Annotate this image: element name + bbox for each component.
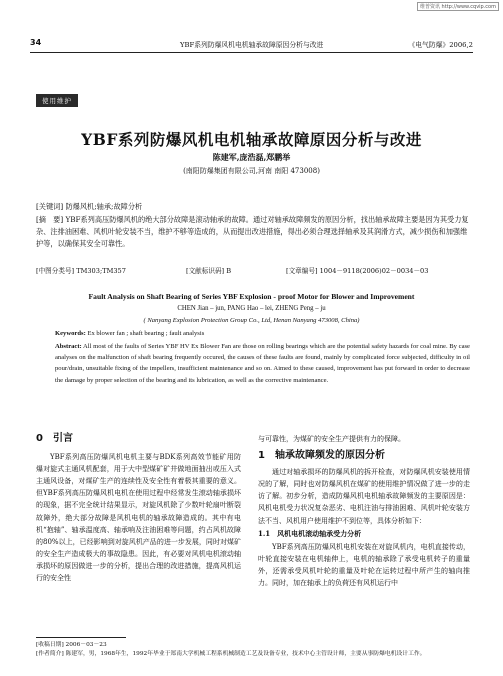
introduction-paragraph: YBF系列高压防爆风机电机主要与BDK系列高效节能矿用防爆对旋式主通风机配套，用于大中型煤矿矿井做地面抽出或压入式主通风设备，对煤矿生产的连续性及安全性有着极其重要的意义。但YBF系列高压防爆风机电机在使用过程中经常发生滚动轴承损坏的现象，据不完全统计结果显示，对旋风机除了少数叶轮扇叶断裂故障外，绝大部分故障是风机电机的轴承故障造成的。其中有电机“抱轴”、轴承温度高、轴承响及注油困难等问题，约占风机故障的80%以上，已经影响到对旋风机产品的进一步发展，同时对煤矿的安全生产造成极大的事故隐患。因此，有必要对风机电机滚动轴承损坏的原因做进一步的分析，提出合理的改进措施，提高风机运行的安全性 (36, 453, 241, 583)
received-date: [收稿日期] 2006－03－23 (36, 642, 107, 648)
header-rule (30, 52, 473, 53)
document-code: [文献标识码] B (186, 267, 232, 275)
footnote-rule (36, 637, 126, 638)
clc-number: [中图分类号] TM303;TM357 (36, 267, 126, 275)
carry-over-text: 与可靠性，为煤矿的安全生产提供有力的保障。 (258, 435, 405, 443)
section-introduction-heading: 0 引言 (36, 433, 73, 444)
left-column (36, 433, 241, 584)
subsection-1-1-heading: 1.1 风机电机滚动轴承受力分析 (258, 528, 362, 538)
column-badge: 使用维护 (36, 94, 78, 107)
keywords-cn-text: 防爆风机;轴承;故障分析 (65, 202, 143, 211)
english-abstract-text: All most of the faults of Series YBF HV Ex Blower Fan are those on rolling bearings which are the potential safety hazards for coal mine. By case analyses on the malfunction of shaft bearing frequently occured, the causes of these faults are found, mainly by complicated force subjected, difficulty in oil pour/drain, unsuitable fixing of the impellers, insufficient maintenance and so on. Aimed to these caused, improvement has put forward in order to decrease the damage by proper selection of the bearing and its lubrication, as well as the corrective maintenance. (55, 343, 470, 384)
section-1-paragraph: 通过对轴承损坏的防爆风机的拆开检查，对防爆风机安装使用情况的了解，同时也对防爆风机在煤矿的使用维护情况做了进一步的走访了解。初步分析，造成防爆风机电机轴承故障频发的主要原因是：风机电机受力状况复杂恶劣、电机注油与排油困难、风机叶轮安装方法不当、风机用户使用维护不到位等，具体分析如下： (258, 468, 470, 525)
affiliation: (南阳防爆集团有限公司,河南 南阳 473008) (183, 167, 320, 175)
article-number: [文章编号] 1004－9118(2006)02－0034－03 (286, 267, 429, 275)
page-number: 34 (30, 38, 42, 47)
english-title: Fault Analysis on Shaft Bearing of Series YBF Explosion - proof Motor for Blower and Improvement (88, 292, 415, 301)
english-keywords-label: Keywords: (55, 330, 86, 337)
section-1-heading: 1 轴承故障频发的原因分析 (258, 450, 385, 462)
subsection-1-1-paragraph: YBF系列高压防爆风机电机安装在对旋风机内，电机直接传动，叶轮直接安装在电机轴伸上，电机的轴承除了承受电机转子的重量外，还需承受风机叶轮的重量及叶轮在运转过程中所产生的轴向推力。同时，加在轴承上的负荷还有风机运行中 (258, 542, 470, 588)
right-column (258, 433, 470, 589)
watermark: 维普资讯 http://www.cqvip.com (417, 2, 499, 11)
keywords-cn-label: [关键词] (36, 202, 64, 211)
journal-issue: 《电气防爆》2006,2 (408, 41, 473, 49)
author-bio: [作者简介] 陈建军，男，1968年生，1992年毕业于郑南大学机械工程系机械制造工艺及设备专业，技术中心主管设计师，主要从事防爆电机设计工作。 (36, 650, 426, 657)
authors: 陈建军,庞浩磊,郑鹏举 (212, 152, 291, 162)
english-authors: CHEN Jian – jun, PANG Hao – lei, ZHENG Peng – ju (177, 305, 326, 312)
running-header (30, 38, 473, 50)
footnotes (36, 641, 470, 658)
abstract-cn-label: [摘 要] (36, 215, 64, 224)
paper-title: YBF系列防爆风机电机轴承故障原因分析与改进 (81, 130, 422, 149)
english-affiliation: ( Nanyang Explosion Protection Group Co., Ltd, Henan Nanyang 473008, China) (143, 317, 360, 324)
abstract-cn-text: YBF系列高压防爆风机的绝大部分故障是滚动轴承的故障。通过对轴承故障频发的原因分析，找出轴承故障主要是因为其受力复杂、注排油困难、风机叶轮安装不当，维护不够等造成的，从而提出改进措施，得出必须合理选择轴承及其润滑方式，减少损伤和加强维护等，以确保其安全可靠性。 (36, 215, 469, 249)
abstract-cn (36, 214, 470, 251)
english-abstract-label: Abstract: (55, 343, 82, 350)
running-title: YBF系列防爆风机电机轴承故障原因分析与改进 (180, 41, 324, 49)
english-keywords-text: Ex blower fan ; shaft bearing ; fault analysis (87, 330, 205, 337)
keywords-cn (36, 201, 470, 213)
english-keywords (55, 330, 470, 337)
english-abstract (55, 341, 470, 386)
